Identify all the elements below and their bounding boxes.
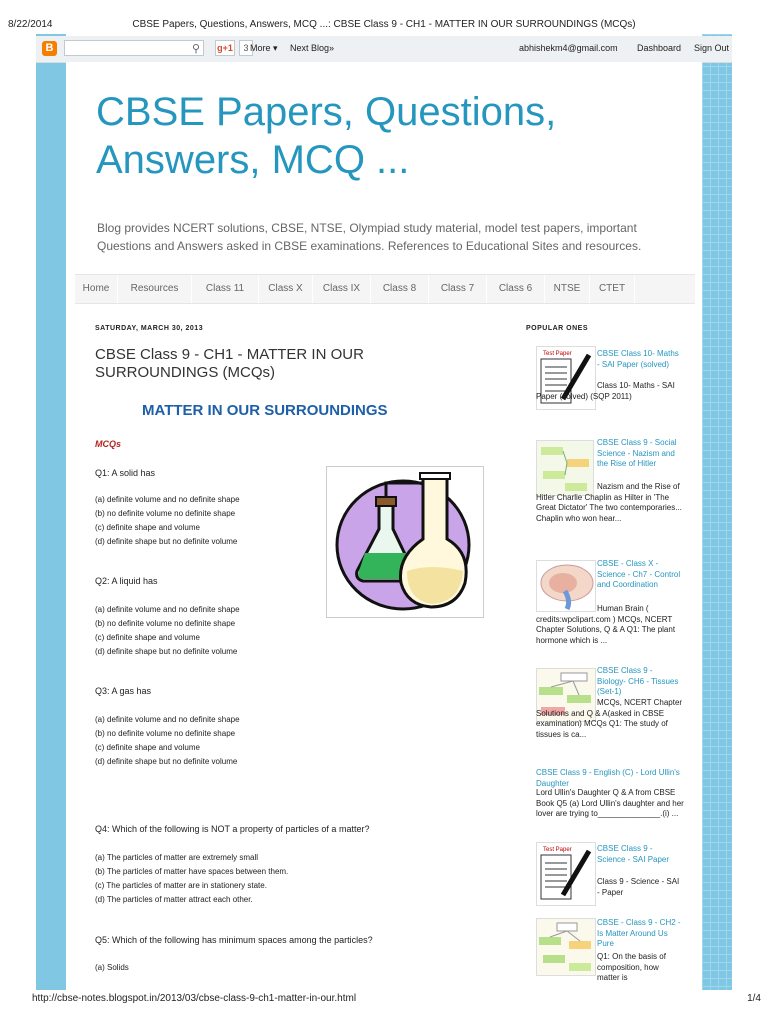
option: (d) The particles of matter attract each other. xyxy=(95,895,253,904)
print-title: CBSE Papers, Questions, Answers, MCQ ...: CBSE Class 9 - CH1 - MATTER IN OUR SURROUNDINGS (MCQs) xyxy=(132,19,636,30)
question: Q1: A solid has xyxy=(95,468,156,478)
post-title[interactable]: CBSE Class 9 - CH1 - MATTER IN OUR SURROUNDINGS (MCQs) xyxy=(95,346,364,381)
sidebar-heading: POPULAR ONES xyxy=(526,325,589,332)
question: Q4: Which of the following is NOT a property of particles of a matter? xyxy=(95,824,370,834)
option: (a) The particles of matter are extremely small xyxy=(95,853,259,862)
pen-paper-icon xyxy=(537,843,595,905)
question: Q3: A gas has xyxy=(95,686,152,696)
search-input[interactable] xyxy=(64,40,204,56)
popular-post-link[interactable]: CBSE Class 9 - English (C) - Lord Ullin's Daughter xyxy=(536,768,680,788)
page-background-left xyxy=(36,34,66,990)
popular-post-link[interactable]: CBSE Class 10- Maths - SAI Paper (solved) xyxy=(597,349,679,369)
question: Q2: A liquid has xyxy=(95,576,158,586)
popular-post-link[interactable]: CBSE - Class X - Science - Ch7 - Control and Coordination xyxy=(597,559,681,589)
more-menu[interactable]: More ▾ xyxy=(250,43,278,53)
test-paper-thumbnail[interactable] xyxy=(536,842,596,906)
mcq-label: MCQs xyxy=(95,439,122,449)
option: (a) Solids xyxy=(95,963,129,972)
tab-class-7[interactable]: Class 7 xyxy=(429,275,487,303)
popular-post-snippet: Q1: On the basis of composition, how matter is xyxy=(597,952,666,982)
tab-home[interactable]: Home xyxy=(75,275,118,303)
next-blog-link[interactable]: Next Blog» xyxy=(290,43,335,53)
option: (b) no definite volume no definite shape xyxy=(95,509,236,518)
blog-title[interactable]: CBSE Papers, Questions, Answers, MCQ ... xyxy=(96,90,557,182)
question: Q5: Which of the following has minimum spaces among the particles? xyxy=(95,935,373,945)
popular-post-snippet: MCQs, NCERT Chapter Solutions and Q & A(asked in CBSE examination) MCQs Q1: The study of tissues is ca... xyxy=(536,698,683,739)
print-url: http://cbse-notes.blogspot.in/2013/03/cbse-class-9-ch1-matter-in-our.html xyxy=(32,993,357,1004)
option: (b) The particles of matter have spaces between them. xyxy=(95,867,289,876)
flask-icon xyxy=(327,467,483,617)
option: (a) definite volume and no definite shape xyxy=(95,605,240,614)
tab-ntse[interactable]: NTSE xyxy=(545,275,590,303)
tab-class-11[interactable]: Class 11 xyxy=(192,275,259,303)
post-date: SATURDAY, MARCH 30, 2013 xyxy=(95,325,204,332)
flask-clipart-image xyxy=(326,466,484,618)
page-background-right xyxy=(702,34,732,990)
option: (c) The particles of matter are in stationery state. xyxy=(95,881,267,890)
blogger-logo-icon[interactable]: B xyxy=(42,41,57,56)
dashboard-link[interactable]: Dashboard xyxy=(637,43,682,53)
google-plus-button[interactable]: g+1 xyxy=(215,40,235,56)
option: (c) definite shape and volume xyxy=(95,743,200,752)
tab-class-ix[interactable]: Class IX xyxy=(313,275,371,303)
google-plus-count: 3 xyxy=(239,40,253,56)
option: (c) definite shape and volume xyxy=(95,523,200,532)
user-email[interactable]: abhishekm4@gmail.com xyxy=(519,43,618,53)
thumbnail-label: Test Paper xyxy=(543,351,572,357)
sign-out-link[interactable]: Sign Out xyxy=(694,43,730,53)
page-tabs xyxy=(75,274,695,304)
tab-class-x[interactable]: Class X xyxy=(259,275,313,303)
print-header xyxy=(0,0,768,34)
print-page-number: 1/4 xyxy=(747,993,761,1004)
blog-description: Blog provides NCERT solutions, CBSE, NTSE, Olympiad study material, model test papers, important Questions and Answers asked in CBSE examinations. References to Educational Sites and resources. xyxy=(97,221,642,253)
popular-post-snippet: Human Brain ( credits:wpclipart.com ) MCQs, NCERT Chapter Solutions, Q & A Q1: The plant hormone which is ... xyxy=(536,604,676,645)
tab-ctet[interactable]: CTET xyxy=(590,275,635,303)
matter-thumbnail[interactable] xyxy=(536,918,596,976)
popular-post-snippet: Class 10- Maths - SAI Paper (solved) (SQP 2011) xyxy=(536,381,675,401)
popular-post-link[interactable]: CBSE Class 9 - Biology- CH6 - Tissues (Set-1) xyxy=(597,666,679,696)
search-icon[interactable]: ⚲ xyxy=(191,43,200,55)
print-footer xyxy=(0,990,768,1020)
popular-post-snippet: Nazism and the Rise of Hitler Charlie Chaplin as Hilter in 'The Great Dictator' The two contemporaries... Chaplin who won hear... xyxy=(536,482,682,523)
option: (d) definite shape but no definite volume xyxy=(95,647,238,656)
option: (d) definite shape but no definite volume xyxy=(95,757,238,766)
option: (b) no definite volume no definite shape xyxy=(95,729,236,738)
tab-class-6[interactable]: Class 6 xyxy=(487,275,545,303)
option: (d) definite shape but no definite volume xyxy=(95,537,238,546)
popular-post-link[interactable]: CBSE - Class 9 - CH2 - Is Matter Around Us Pure xyxy=(597,918,681,948)
blogger-navbar xyxy=(36,36,732,63)
popular-post-snippet: Class 9 - Science - SAI - Paper xyxy=(597,877,680,897)
post-heading: MATTER IN OUR SURROUNDINGS xyxy=(142,402,388,419)
popular-post-snippet: Lord Ullin's Daughter Q & A from CBSE Book Q5 (a) Lord Ullin's daughter and her lover are trying to______________.(i) ... xyxy=(536,788,684,818)
option: (a) definite volume and no definite shape xyxy=(95,715,240,724)
blog-content xyxy=(66,62,702,990)
popular-post-link[interactable]: CBSE Class 9 - Science - SAI Paper xyxy=(597,844,670,864)
mindmap-icon xyxy=(537,919,595,975)
thumbnail-label: Test Paper xyxy=(543,847,572,853)
option: (a) definite volume and no definite shape xyxy=(95,495,240,504)
option: (b) no definite volume no definite shape xyxy=(95,619,236,628)
popular-post-link[interactable]: CBSE Class 9 - Social Science - Nazism and the Rise of Hitler xyxy=(597,438,677,468)
option: (c) definite shape and volume xyxy=(95,633,200,642)
tab-class-8[interactable]: Class 8 xyxy=(371,275,429,303)
tab-resources[interactable]: Resources xyxy=(118,275,192,303)
print-date: 8/22/2014 xyxy=(8,19,53,30)
